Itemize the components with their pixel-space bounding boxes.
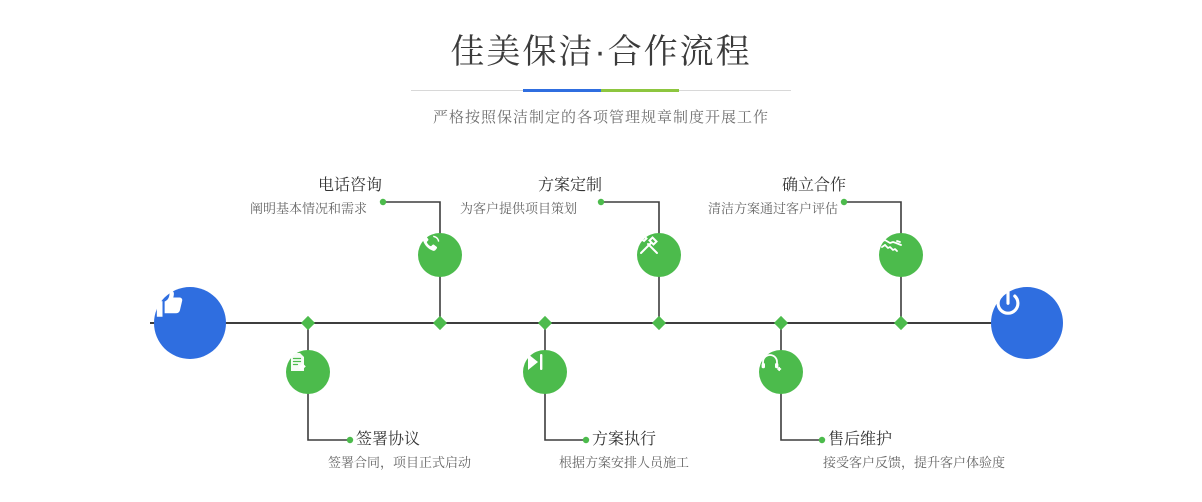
step-label-4 [559, 430, 690, 473]
step-title-4: 方案执行 [592, 431, 657, 448]
step-desc-6: 接受客户反馈，提升客户体验度 [823, 455, 1006, 470]
step-label-5 [708, 176, 846, 219]
step-desc-4: 根据方案安排人员施工 [559, 455, 690, 470]
step-label-1 [250, 176, 382, 219]
step-label-2 [328, 430, 472, 473]
step-label-6 [823, 430, 1006, 473]
step-title-1: 电话咨询 [318, 177, 383, 194]
flow-end-node[interactable] [991, 287, 1063, 359]
step-icon-4[interactable] [523, 350, 567, 394]
step-icon-6[interactable] [759, 350, 803, 394]
step-title-6: 售后维护 [828, 431, 893, 448]
step-desc-5: 清洁方案通过客户评估 [708, 201, 839, 216]
divider-accent-green [601, 89, 679, 92]
page-header [0, 0, 1202, 127]
step-label-3 [460, 176, 602, 219]
step-icon-1[interactable] [418, 233, 462, 277]
step-title-5: 确立合作 [782, 177, 847, 194]
step-desc-2: 签署合同，项目正式启动 [328, 455, 472, 470]
step-icon-5[interactable] [879, 233, 923, 277]
step-icon-2[interactable] [286, 350, 330, 394]
step-title-2: 签署协议 [356, 431, 421, 448]
flow-start-node[interactable] [154, 287, 226, 359]
page-subtitle: 严格按照保洁制定的各项管理规章制度开展工作 [432, 108, 769, 126]
step-title-3: 方案定制 [538, 177, 603, 194]
step-desc-3: 为客户提供项目策划 [460, 201, 578, 216]
step-desc-1: 阐明基本情况和需求 [250, 201, 368, 216]
process-flow-diagram [0, 150, 1202, 502]
page-title: 佳美保洁·合作流程 [450, 33, 752, 71]
divider-accent-blue [523, 89, 601, 92]
step-icon-3[interactable] [637, 233, 681, 277]
title-divider [411, 89, 791, 92]
